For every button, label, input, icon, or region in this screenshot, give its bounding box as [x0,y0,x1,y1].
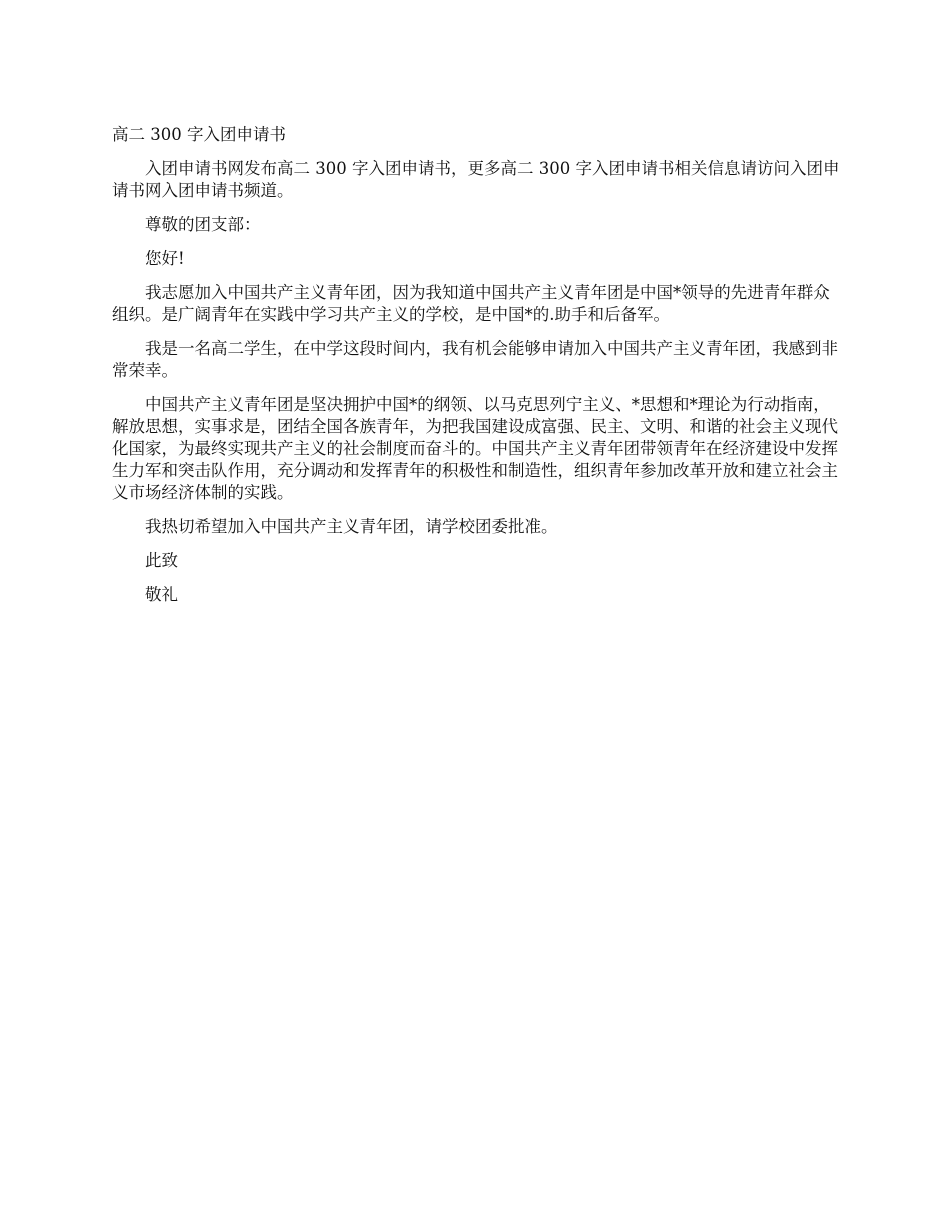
salutation: 尊敬的团支部： [145,215,261,234]
body-paragraph: 我志愿加入中国共产主义青年团，因为我知道中国共产主义青年团是中国*领导的先进青年群众组织。是广阔青年在实践中学习共产主义的学校，是中国*的.助手和后备军。 [112,283,830,324]
document-body [112,124,840,618]
request-paragraph: 我热切希望加入中国共产主义青年团，请学校团委批准。 [145,517,558,536]
greeting: 您好! [145,249,185,268]
closing-line: 此致 [145,551,178,570]
document-title: 高二 300 字入团申请书 [112,125,286,144]
closing-regards: 敬礼 [145,585,178,604]
intro-paragraph: 入团申请书网发布高二 300 字入团申请书，更多高二 300 字入团申请书相关信息请访问入团申请书网入团申请书频道。 [112,159,840,200]
body-paragraph: 我是一名高二学生，在中学这段时间内，我有机会能够申请加入中国共产主义青年团，我感到非常荣幸。 [112,339,838,380]
body-paragraph: 中国共产主义青年团是坚决拥护中国*的纲领、以马克思列宁主义、*思想和*理论为行动指南，解放思想，实事求是，团结全国各族青年，为把我国建设成富强、民主、文明、和谐的社会主义现代化国家，为最终实现共产主义的社会制度而奋斗的。中国共产主义青年团带领青年在经济建设中发挥生力军和突击队作用，充分调动和发挥青年的积极性和制造性，组织青年参加改革开放和建立社会主义市场经济体制的实践。 [112,395,838,502]
